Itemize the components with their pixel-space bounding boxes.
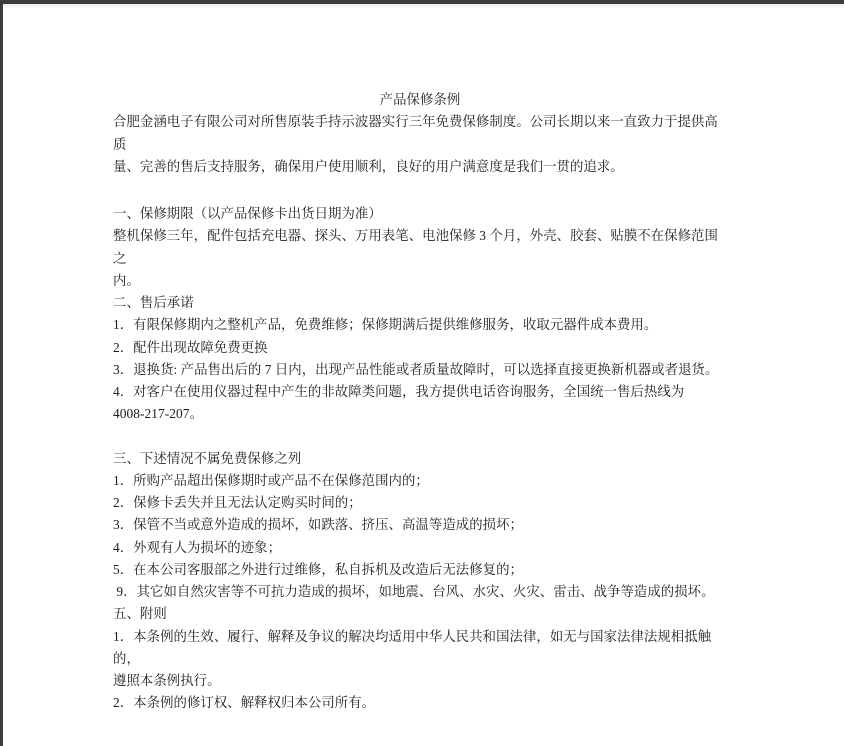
list-item: 2．保修卡丢失并且无法认定购买时间的； — [113, 495, 362, 510]
text-line: 合肥金涵电子有限公司对所售原装手持示波器实行三年免费保修制度。公司长期以来一直致力于提供高质 — [113, 114, 718, 152]
list-item: 2．本条例的修订权、解释权归本公司所有。 — [113, 695, 376, 711]
list-item: 1．本条例的生效、履行、解释及争议的解决均适用中华人民共和国法律，如无与国家法律法规相抵触的， — [113, 628, 712, 666]
text-line: 量、完善的售后支持服务，确保用户使用顺利，良好的用户满意度是我们一贯的追求。 — [113, 158, 624, 174]
list-item: 4．外观有人为损坏的迹象； — [113, 539, 282, 555]
hotline-number: 4008-217-207。 — [113, 406, 203, 422]
list-item: 1．所购产品超出保修期时或产品不在保修范围内的； — [113, 472, 429, 488]
list-item: 5．在本公司客服部之外进行过维修，私自拆机及改造后无法修复的； — [113, 561, 523, 577]
page-edge-shadow — [3, 4, 844, 8]
list-item: 4．对客户在使用仪器过程中产生的非故障类问题，我方提供电话咨询服务，全国统一售后热线为 — [113, 384, 685, 399]
text-line: 遵照本条例执行。 — [113, 673, 221, 688]
text-line: 内。 — [113, 272, 140, 288]
section-heading-after-sales-promise: 二、售后承诺 — [113, 295, 194, 310]
text-line: 整机保修三年，配件包括充电器、探头、万用表笔、电池保修 3 个月，外壳、胶套、贴膜不在保修范围之 — [113, 228, 718, 266]
list-item: 3．保管不当或意外造成的损坏，如跌落、挤压、高温等造成的损坏； — [113, 517, 523, 533]
list-item: 1．有限保修期内之整机产品，免费维修；保修期满后提供维修服务，收取元器件成本费用。 — [113, 317, 658, 333]
document-title: 产品保修条例 — [379, 92, 461, 107]
list-item: 9．其它如自然灾害等不可抗力造成的损坏，如地震、台风、水灾、火灾、雷击、战争等造成的损坏。 — [113, 584, 715, 599]
section-heading-not-covered: 三、下述情况不属免费保修之列 — [113, 450, 302, 466]
list-item: 2．配件出现故障免费更换 — [113, 339, 268, 355]
document-content — [113, 89, 727, 715]
list-item: 3．退换货: 产品售出后的 7 日内，出现产品性能或者质量故障时，可以选择直接更换新机器或者退货。 — [113, 361, 719, 377]
section-heading-warranty-period: 一、保修期限（以产品保修卡出货日期为准） — [113, 206, 382, 221]
section-heading-supplementary: 五、附则 — [113, 606, 167, 622]
